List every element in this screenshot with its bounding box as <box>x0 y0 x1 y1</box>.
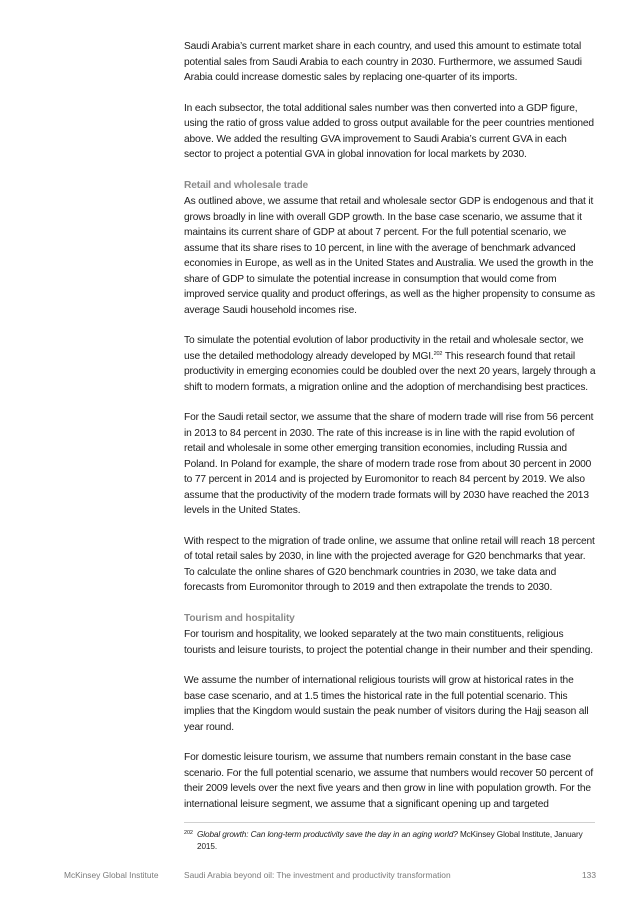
paragraph-retail-2 <box>184 333 596 395</box>
main-text <box>184 39 596 827</box>
footnote-source: McKinsey Global Institute, January 2015. <box>197 830 583 851</box>
paragraph-retail-2-text: To simulate the potential evolution of labor productivity in the retail and wholesale sector, we use the detailed methodology already developed by MGI. <box>184 335 584 362</box>
footnote-number: 202 <box>184 830 193 836</box>
paragraph-retail-2-text-cont: This research found that retail productivity in emerging economies could be doubled over the next 20 years, largely through a shift to modern formats, a migration online and the adoption of merchandising best practices. <box>184 350 596 393</box>
section-heading-retail: Retail and wholesale trade <box>184 179 309 191</box>
page-number: 133 <box>582 870 596 880</box>
footnote-reference[interactable]: 202 <box>433 350 443 357</box>
paragraph-retail-1: As outlined above, we assume that retail and wholesale sector GDP is endogenous and that it grows broadly in line with overall GDP growth. In the base case scenario, we assume that it maintains its current share of GDP at about 7 percent. For the full potential scenario, we assume that its share rises to 10 percent, in line with the average of benchmark advanced economies in Europe, as well as in the United States and Australia. We used the growth in the share of GDP to simulate the potential increase in consumption that would come from improved service quality and product offerings, as well as the higher propensity to consume as average Saudi household incomes rise. <box>184 196 595 316</box>
footnote <box>184 829 596 853</box>
footer-report-title: Saudi Arabia beyond oil: The investment and productivity transformation <box>184 870 451 880</box>
paragraph-tourism-3: For domestic leisure tourism, we assume that numbers remain constant in the base case scenario. For the full potential scenario, we assume that numbers would recover 50 percent of their 2009 levels over the next five years and then grow in line with population growth. For the international leisure segment, we assume that a significant opening up and targeted <box>184 752 594 810</box>
paragraph-tourism-1: For tourism and hospitality, we looked separately at the two main constituents, religious tourists and leisure tourists, to project the potential change in their number and their spending. <box>184 629 593 656</box>
paragraph-intro-1: Saudi Arabia’s current market share in each country, and used this amount to estimate total potential sales from Saudi Arabia to each country in 2030. Furthermore, we assumed Saudi Arabia could increase domestic sales by replacing one-quarter of its imports. <box>184 41 582 83</box>
footer-publisher: McKinsey Global Institute <box>64 870 159 880</box>
footnote-title: Global growth: Can long-term productivity save the day in an aging world? <box>197 830 458 839</box>
paragraph-retail-3: For the Saudi retail sector, we assume that the share of modern trade will rise from 56 percent in 2013 to 84 percent in 2030. The rate of this increase is in line with the rapid evolution of retail and wholesale in some other emerging transition economies, including Russia and Poland. In Poland for example, the share of modern trade rose from about 30 percent in 2000 to 77 percent in 2014 and is projected by Euromonitor to reach 84 percent by 2019. We also assume that the productivity of the modern trade formats will by 2030 have reached the 2013 levels in the United States. <box>184 412 594 516</box>
paragraph-retail-4: With respect to the migration of trade online, we assume that online retail will reach 18 percent of total retail sales by 2030, in line with the projected average for G20 benchmarks that year. To calculate the online shares of G20 benchmark countries in 2030, we take data and forecasts from Euromonitor through to 2019 and then extrapolate the trends to 2030. <box>184 535 595 593</box>
section-heading-tourism: Tourism and hospitality <box>184 612 295 624</box>
paragraph-tourism-2: We assume the number of international religious tourists will grow at historical rates in the base case scenario, and at 1.5 times the historical rate in the full potential scenario. This implies that the Kingdom would sustain the peak number of visitors during the Hajj season all year round. <box>184 675 589 733</box>
paragraph-intro-2: In each subsector, the total additional sales number was then converted into a GDP figure, using the ratio of gross value added to gross output available for the peer countries mentioned above. We added the resulting GVA improvement to Saudi Arabia’s current GVA in each sector to project a potential GVA in global innovation for local markets by 2030. <box>184 102 594 160</box>
footnote-divider <box>184 822 595 823</box>
footnote-text <box>184 829 596 853</box>
